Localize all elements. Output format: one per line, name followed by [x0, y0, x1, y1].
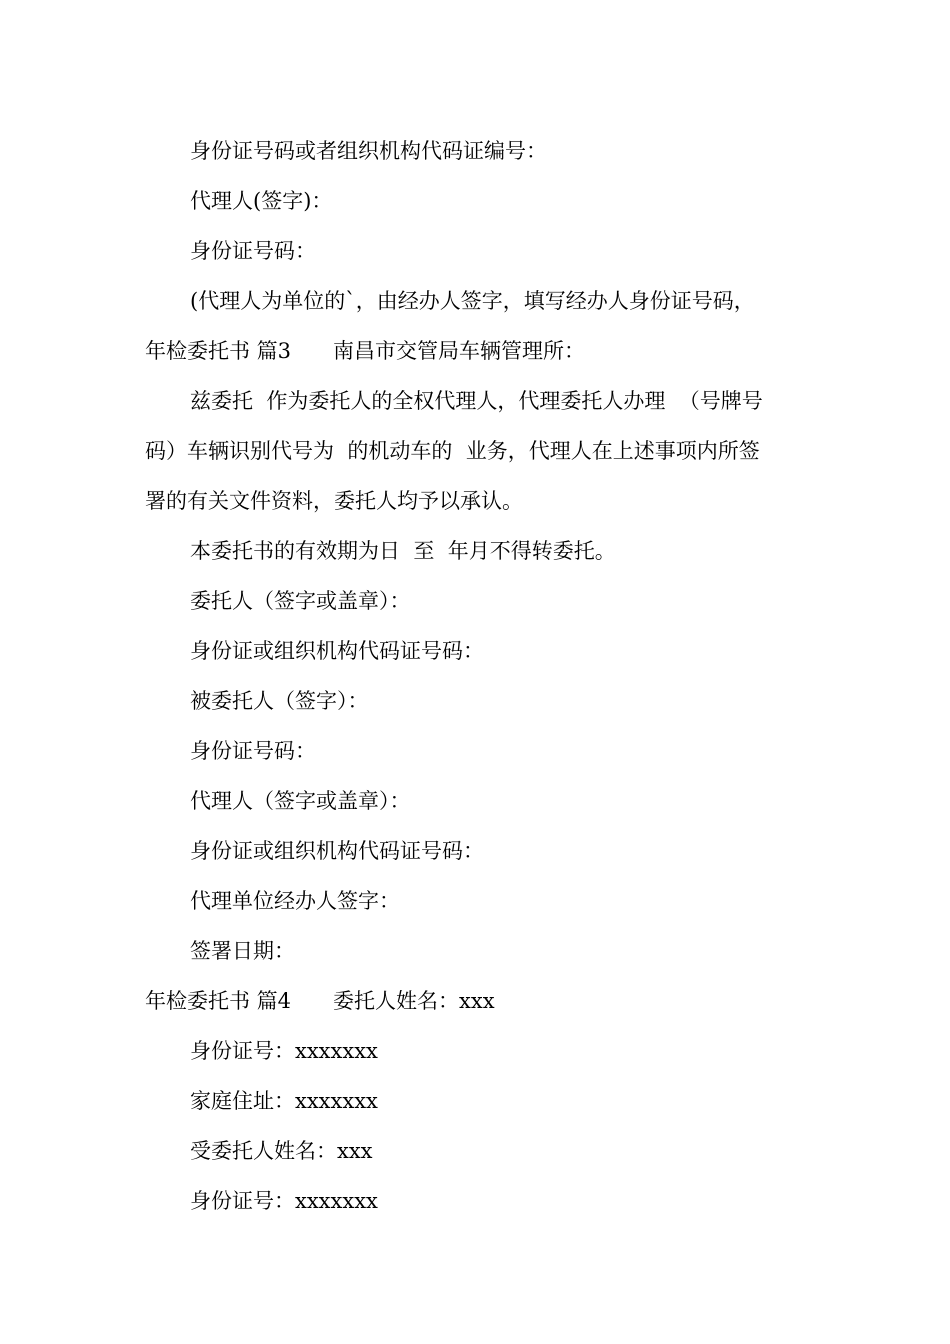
- text-line: 代理单位经办人签字：: [190, 889, 400, 913]
- text-line: 身份证号码：: [190, 739, 316, 763]
- text-line: 委托人（签字或盖章）：: [190, 589, 411, 613]
- text-line: 署的有关文件资料，委托人均予以承认。: [145, 489, 523, 513]
- text-line: (代理人为单位的`，由经办人签字，填写经办人身份证号码，: [190, 289, 755, 313]
- text-line: 签署日期：: [190, 939, 295, 963]
- text-line: 身份证号码：: [190, 239, 316, 263]
- text-line: 兹委托 作为委托人的全权代理人，代理委托人办理 （号牌号: [190, 389, 763, 413]
- section-heading: 年检委托书 篇3 南昌市交管局车辆管理所：: [145, 339, 586, 363]
- text-line: 身份证或组织机构代码证号码：: [190, 839, 484, 863]
- text-line: 码）车辆识别代号为 的机动车的 业务，代理人在上述事项内所签: [145, 439, 760, 463]
- text-line: 身份证号码或者组织机构代码证编号：: [190, 139, 547, 163]
- text-line: 身份证号：xxxxxxx: [190, 1189, 378, 1213]
- text-line: 被委托人（签字）：: [190, 689, 369, 713]
- text-line: 本委托书的有效期为日 至 年月不得转委托。: [190, 539, 616, 563]
- section-heading: 年检委托书 篇4 委托人姓名：xxx: [145, 989, 495, 1013]
- text-line: 家庭住址：xxxxxxx: [190, 1089, 378, 1113]
- text-line: 代理人(签字)：: [190, 189, 333, 213]
- text-line: 身份证号：xxxxxxx: [190, 1039, 378, 1063]
- text-line: 身份证或组织机构代码证号码：: [190, 639, 484, 663]
- text-line: 受委托人姓名：xxx: [190, 1139, 373, 1163]
- text-line: 代理人（签字或盖章）：: [190, 789, 411, 813]
